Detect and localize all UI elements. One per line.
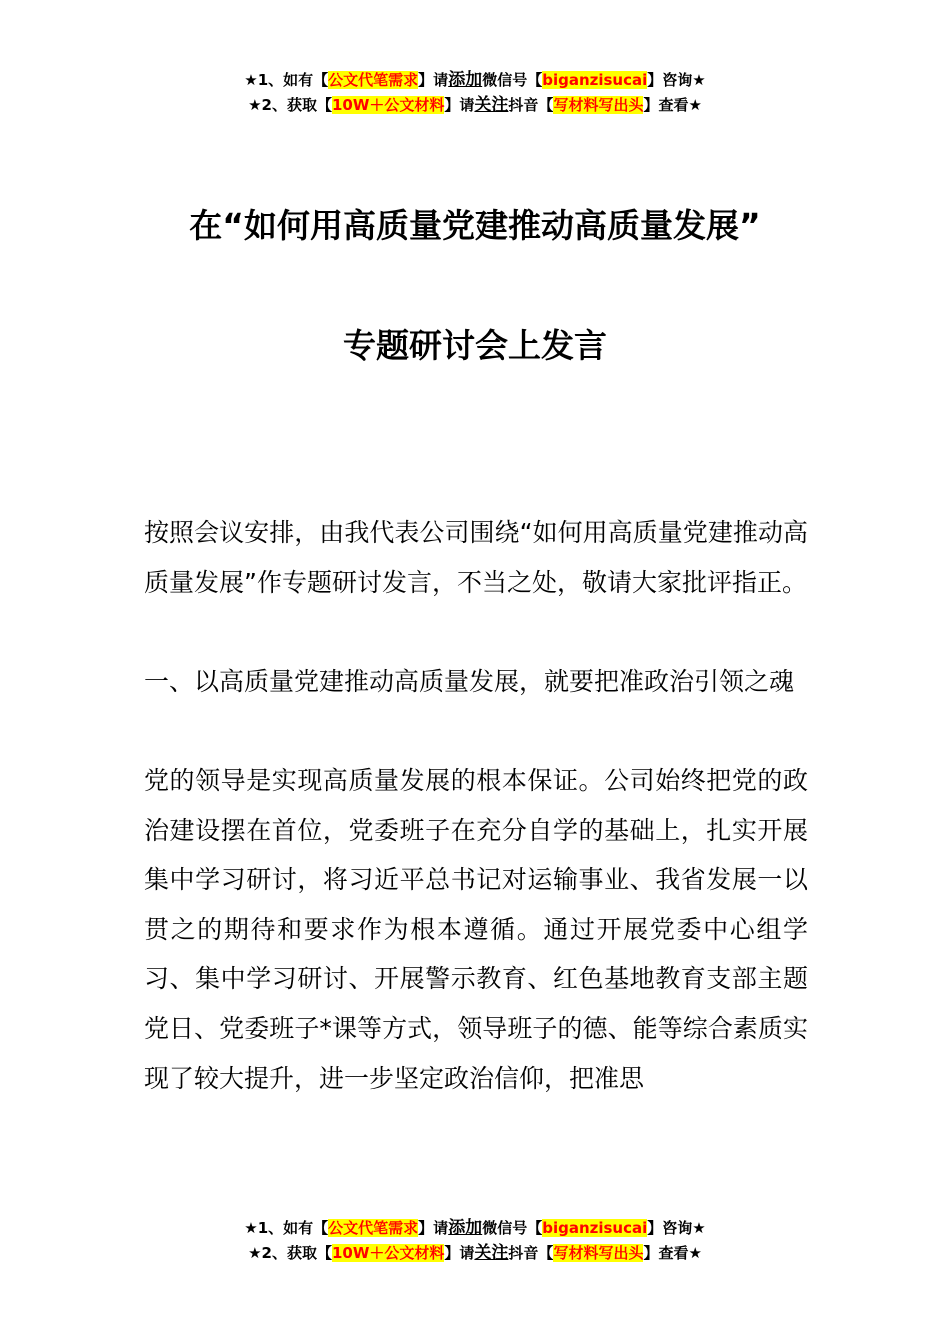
wechat-id: biganzisucai — [542, 1219, 648, 1237]
banner-line-2: ★2、获取【10W＋公文材料】请关注抖音【写材料写出头】查看★ — [248, 95, 702, 115]
document-title-line-1: 在“如何用高质量党建推动高质量发展” — [189, 206, 761, 245]
highlight-tag: 10W＋公文材料 — [331, 1244, 445, 1262]
banner-line-2: ★2、获取【10W＋公文材料】请关注抖音【写材料写出头】查看★ — [248, 1243, 702, 1263]
highlight-tag: 公文代笔需求 — [328, 71, 419, 89]
wechat-id: biganzisucai — [542, 71, 648, 89]
header-banner — [0, 68, 950, 118]
highlight-tag: 公文代笔需求 — [328, 1219, 419, 1237]
highlight-tag: 10W＋公文材料 — [331, 96, 445, 114]
banner-line-1: ★1、如有【公文代笔需求】请添加微信号【biganzisucai】咨询★ — [244, 70, 706, 90]
footer-banner — [0, 1216, 950, 1266]
banner-line-1: ★1、如有【公文代笔需求】请添加微信号【biganzisucai】咨询★ — [244, 1218, 706, 1238]
document-title-line-2: 专题研讨会上发言 — [343, 326, 607, 365]
paragraph-intro: 按照会议安排，由我代表公司围绕“如何用高质量党建推动高质量发展”作专题研讨发言，不当之处，敬请大家批评指正。 — [144, 518, 808, 597]
douyin-account: 写材料写出头 — [553, 1244, 644, 1262]
document-body — [144, 508, 808, 1103]
douyin-account: 写材料写出头 — [553, 96, 644, 114]
paragraph-body: 党的领导是实现高质量发展的根本保证。公司始终把党的政治建设摆在首位，党委班子在充分自学的基础上，扎实开展集中学习研讨，将习近平总书记对运输事业、我省发展一以贯之的期待和要求作为根本遵循。通过开展党委中心组学习、集中学习研讨、开展警示教育、红色基地教育支部主题党日、党委班子*课等方式，领导班子的德、能等综合素质实现了较大提升，进一步坚定政治信仰，把准思 — [144, 765, 808, 1093]
section-heading-1: 一、以高质量党建推动高质量发展，就要把准政治引领之魂 — [144, 666, 795, 696]
